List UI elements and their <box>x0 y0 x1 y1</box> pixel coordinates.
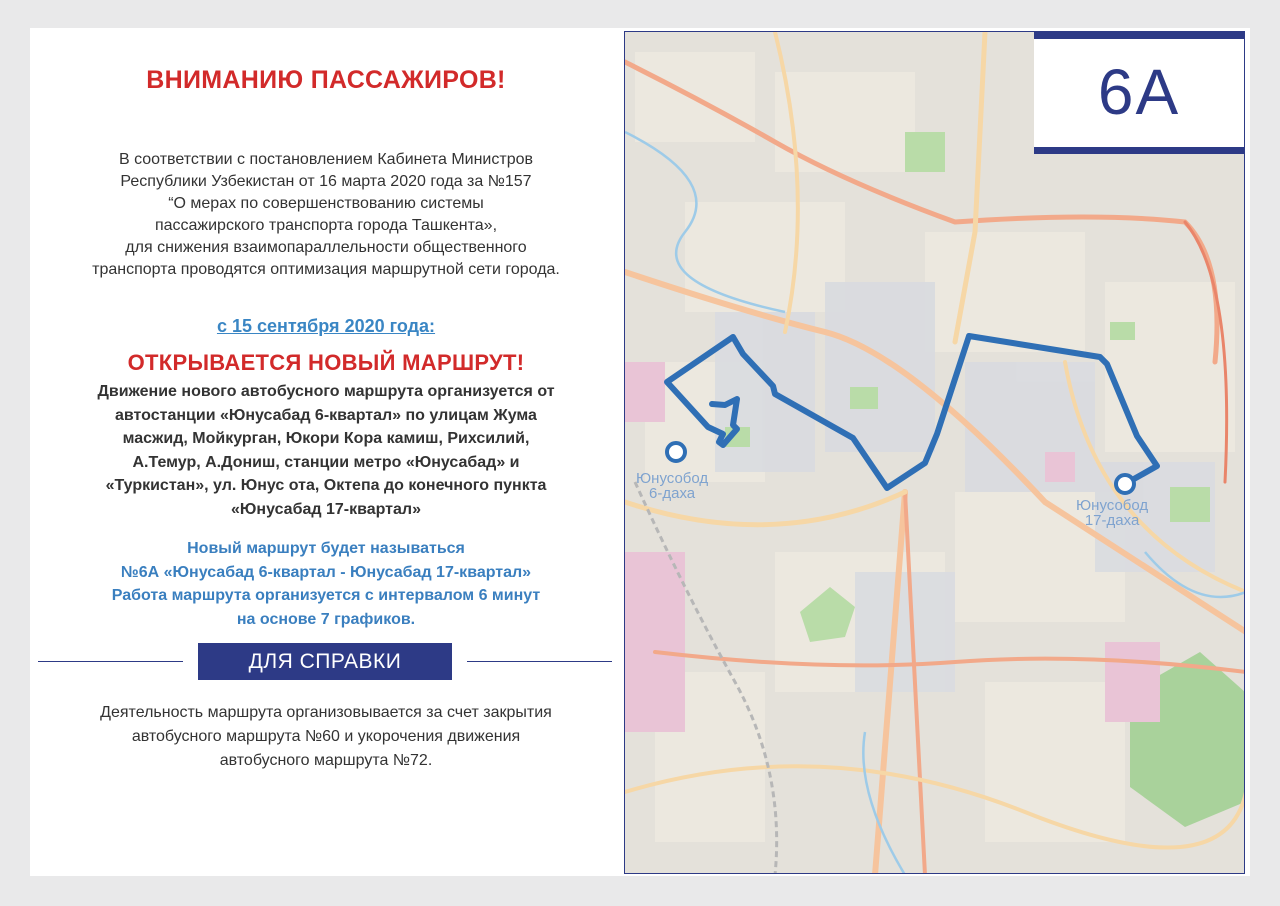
start-stop-label-line: Юнусобод <box>636 470 709 487</box>
start-stop-marker <box>667 443 685 461</box>
decree-line: Республики Узбекистан от 16 марта 2020 года за №157 <box>120 173 532 190</box>
start-stop-label <box>636 471 708 501</box>
decree-line: “О мерах по совершенствованию системы <box>168 195 484 212</box>
reference-label: ДЛЯ СПРАВКИ <box>198 643 452 680</box>
description-line: Движение нового автобусного маршрута организуется от <box>97 383 555 400</box>
map-canvas <box>625 32 1245 874</box>
decree-line: пассажирского транспорта города Ташкента», <box>154 217 498 234</box>
route-map <box>624 31 1245 874</box>
divider-line-right <box>467 661 612 662</box>
footer-line: автобусного маршрута №60 и укорочения движения <box>131 728 521 745</box>
decree-line: В соответствии с постановлением Кабинета Министров <box>118 151 533 168</box>
footer-line: автобусного маршрута №72. <box>219 752 433 769</box>
description-line: автостанции «Юнусабад 6-квартал» по улицам Жума <box>115 406 537 424</box>
end-stop-label-line: Юнусобод <box>1076 497 1149 514</box>
headline: ВНИМАНИЮ ПАССАЖИРОВ! <box>146 66 506 94</box>
description-line: масжид, Мойкурган, Юкори Кора камиш, Рихсилий, <box>122 430 530 447</box>
name-line: Новый маршрут будет называться <box>187 540 465 557</box>
name-line: Работа маршрута организуется с интервалом 6 минут <box>111 587 541 604</box>
decree-paragraph <box>30 149 622 281</box>
reference-divider <box>38 643 612 680</box>
decree-line: транспорта проводятся оптимизация маршрутной сети города. <box>92 261 560 278</box>
reference-paragraph <box>30 701 622 773</box>
end-stop-marker <box>1116 475 1134 493</box>
divider-line-left <box>38 661 183 662</box>
description-line: «Юнусабад 17-квартал» <box>231 500 421 518</box>
notice-text-panel <box>30 28 622 876</box>
description-line: А.Темур, А.Дониш, станции метро «Юнусабад» и <box>132 453 520 471</box>
decree-line: для снижения взаимопараллельности общественного <box>125 239 527 256</box>
route-number-badge <box>1034 32 1244 154</box>
description-line: «Туркистан», ул. Юнус ота, Октепа до конечного пункта <box>105 477 547 494</box>
start-stop-label-line: 6-даха <box>649 485 696 502</box>
notice-poster <box>30 28 1250 876</box>
name-line: на основе 7 графиков. <box>236 610 416 628</box>
end-stop-label-line: 17-даха <box>1084 512 1140 529</box>
end-stop-label <box>1076 498 1148 528</box>
start-date: с 15 сентября 2020 года: <box>216 316 436 336</box>
route-description <box>30 380 622 521</box>
route-number: 6А <box>1097 56 1181 128</box>
route-name-block <box>30 537 622 631</box>
new-route-heading: ОТКРЫВАЕТСЯ НОВЫЙ МАРШРУТ! <box>127 350 525 375</box>
name-line: №6А «Юнусабад 6-квартал - Юнусабад 17-квартал» <box>120 563 532 581</box>
footer-line: Деятельность маршрута организовывается за счет закрытия <box>100 704 552 721</box>
